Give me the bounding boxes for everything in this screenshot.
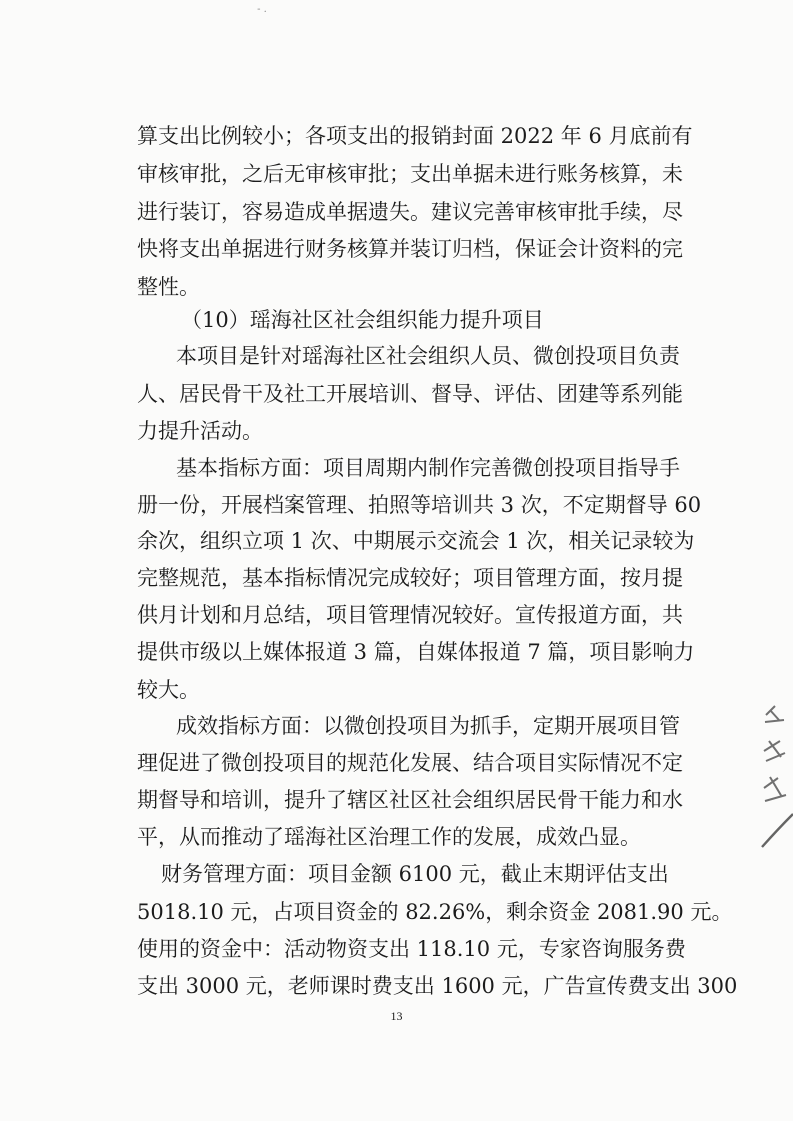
- paragraph-first-line: 财务管理方面：项目金额 6100 元，截止末期评估支出: [161, 862, 669, 886]
- body-line: 使用的资金中：活动物资支出 118.10 元，专家咨询服务费: [137, 937, 686, 961]
- body-line: 进行装订，容易造成单据遗失。建议完善审核审批手续，尽: [137, 200, 683, 224]
- body-line: 较大。: [137, 678, 200, 702]
- body-line: 提供市级以上媒体报道 3 篇，自媒体报道 7 篇，项目影响力: [137, 640, 695, 664]
- body-line: 期督导和培训，提升了辖区社区社会组织居民骨干能力和水: [137, 788, 683, 812]
- scan-mark: - .: [257, 4, 267, 15]
- paragraph-first-line: 本项目是针对瑶海社区社会组织人员、微创投项目负责: [176, 344, 680, 368]
- partial-seal-stamp: [756, 696, 793, 852]
- body-line: 支出 3000 元，老师课时费支出 1600 元，广告宣传费支出 300: [137, 974, 738, 998]
- body-line: 供月计划和月总结，项目管理情况较好。宣传报道方面，共: [137, 603, 683, 627]
- body-line: 人、居民骨干及社工开展培训、督导、评估、团建等系列能: [137, 382, 683, 406]
- body-line: 算支出比例较小；各项支出的报销封面 2022 年 6 月底前有: [137, 124, 693, 148]
- body-line: 完整规范，基本指标情况完成较好；项目管理方面，按月提: [137, 566, 683, 590]
- body-line: 5018.10 元，占项目资金的 82.26%，剩余资金 2081.90 元。: [137, 900, 733, 924]
- body-line: 审核审批，之后无审核审批；支出单据未进行账务核算，未: [137, 162, 683, 186]
- body-line: 整性。: [137, 275, 200, 299]
- page-number: 13: [390, 1009, 403, 1023]
- paragraph-first-line: 基本指标方面：项目周期内制作完善微创投项目指导手: [176, 456, 680, 480]
- body-line: 理促进了微创投项目的规范化发展、结合项目实际情况不定: [137, 751, 683, 775]
- section-heading: （10）瑶海社区社会组织能力提升项目: [181, 308, 544, 332]
- body-line: 册一份，开展档案管理、拍照等培训共 3 次，不定期督导 60: [137, 493, 702, 517]
- body-line: 快将支出单据进行财务核算并装订归档，保证会计资料的完: [137, 237, 683, 261]
- paragraph-first-line: 成效指标方面：以微创投项目为抓手，定期开展项目管: [176, 714, 680, 738]
- body-line: 余次，组织立项 1 次、中期展示交流会 1 次，相关记录较为: [137, 529, 695, 553]
- body-line: 力提升活动。: [137, 419, 263, 443]
- body-line: 平，从而推动了瑶海社区治理工作的发展，成效凸显。: [137, 825, 641, 849]
